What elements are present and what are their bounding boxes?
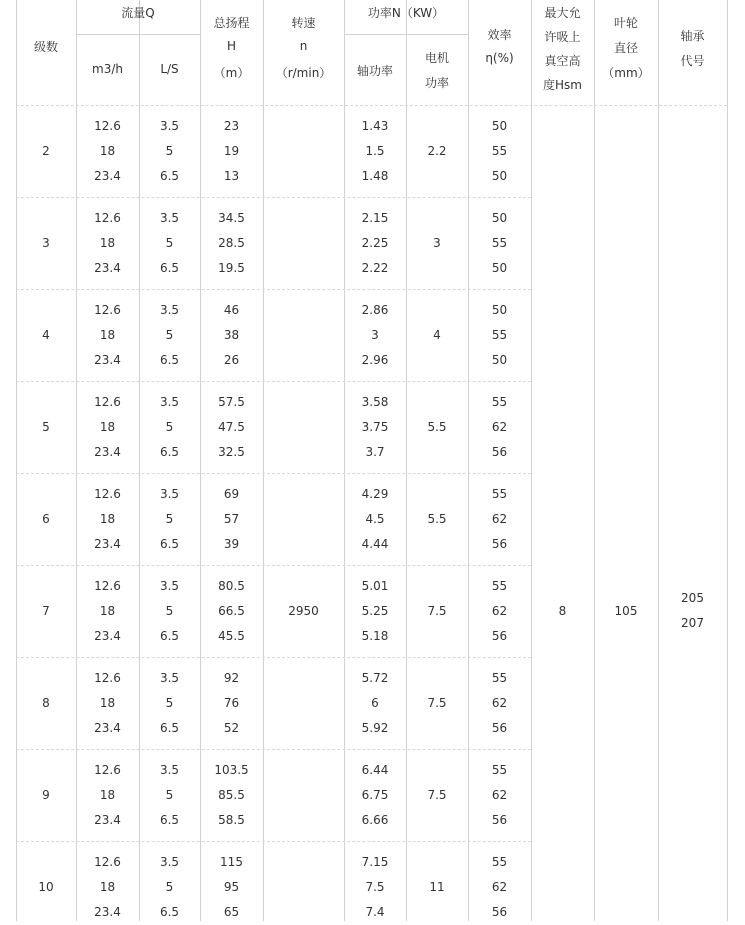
flow-ls-cell: 3.5 <box>159 487 180 501</box>
shaft-power-cell: 2.15 <box>361 211 389 225</box>
shaft-power-cell: 5.25 <box>361 604 389 618</box>
head-cell: 76 <box>223 696 240 710</box>
bearing-code-cell: 205 <box>681 591 704 605</box>
head-cell: 34.5 <box>218 211 245 225</box>
impeller-diameter-merged-cell: 105 <box>614 604 638 618</box>
shaft-power-cell: 4.29 <box>361 487 389 501</box>
col-line <box>658 0 659 921</box>
motor-power-cell: 7.5 <box>427 788 447 802</box>
header-speed-line3: （r/min） <box>275 66 332 80</box>
header-power: 功率N（KW） <box>367 6 445 20</box>
flow-ls-cell: 6.5 <box>159 445 180 459</box>
efficiency-cell: 55 <box>491 671 508 685</box>
motor-power-cell: 7.5 <box>427 604 447 618</box>
head-cell: 13 <box>223 169 240 183</box>
header-flow-ls: L/S <box>160 62 179 76</box>
efficiency-cell: 56 <box>491 905 508 919</box>
head-cell: 38 <box>223 328 240 342</box>
motor-power-cell: 3 <box>433 236 441 250</box>
flow-m3h-cell: 12.6 <box>94 119 121 133</box>
stage-cell: 3 <box>42 236 50 250</box>
efficiency-cell: 55 <box>491 236 508 250</box>
shaft-power-cell: 3.7 <box>365 445 385 459</box>
head-cell: 80.5 <box>218 579 245 593</box>
header-impeller-line1: 叶轮 <box>613 16 638 30</box>
flow-ls-cell: 6.5 <box>159 721 180 735</box>
flow-ls-cell: 6.5 <box>159 905 180 919</box>
head-cell: 95 <box>223 880 240 894</box>
flow-ls-cell: 3.5 <box>159 303 180 317</box>
col-line <box>727 0 728 921</box>
header-bearing-line1: 轴承 <box>680 29 705 43</box>
shaft-power-cell: 6.44 <box>361 763 389 777</box>
header-subline <box>76 34 200 35</box>
header-head-line3: （m） <box>213 66 250 80</box>
header-flow: 流量Q <box>121 6 155 20</box>
flow-ls-cell: 5 <box>165 788 174 802</box>
efficiency-cell: 62 <box>491 420 508 434</box>
head-cell: 19.5 <box>218 261 245 275</box>
efficiency-cell: 50 <box>491 353 508 367</box>
flow-ls-cell: 6.5 <box>159 629 180 643</box>
motor-power-cell: 5.5 <box>427 512 447 526</box>
flow-m3h-cell: 18 <box>99 788 116 802</box>
flow-ls-cell: 5 <box>165 604 174 618</box>
head-cell: 32.5 <box>218 445 245 459</box>
header-bottom-line <box>16 105 727 106</box>
flow-m3h-cell: 18 <box>99 144 116 158</box>
flow-ls-cell: 6.5 <box>159 813 180 827</box>
flow-ls-cell: 6.5 <box>159 261 180 275</box>
suction-height-merged-cell: 8 <box>558 604 567 618</box>
header-suction-line2: 许吸上 <box>544 30 581 44</box>
stage-cell: 2 <box>42 144 50 158</box>
motor-power-cell: 7.5 <box>427 696 447 710</box>
row-separator <box>16 289 531 290</box>
efficiency-cell: 62 <box>491 512 508 526</box>
head-cell: 58.5 <box>218 813 245 827</box>
head-cell: 57 <box>223 512 240 526</box>
shaft-power-cell: 3 <box>371 328 379 342</box>
shaft-power-cell: 5.18 <box>361 629 389 643</box>
shaft-power-cell: 4.44 <box>361 537 389 551</box>
header-motor-line1: 电机 <box>424 51 449 65</box>
head-cell: 19 <box>223 144 240 158</box>
flow-ls-cell: 5 <box>165 512 174 526</box>
shaft-power-cell: 1.5 <box>365 144 385 158</box>
header-suction-line1: 最大允 <box>544 6 581 20</box>
head-cell: 47.5 <box>218 420 245 434</box>
row-separator <box>16 657 531 658</box>
flow-ls-cell: 6.5 <box>159 353 180 367</box>
bearing-code-cell: 207 <box>681 616 704 630</box>
row-separator <box>16 381 531 382</box>
row-separator <box>16 565 531 566</box>
flow-m3h-cell: 18 <box>99 604 116 618</box>
efficiency-cell: 50 <box>491 261 508 275</box>
flow-m3h-cell: 23.4 <box>94 445 121 459</box>
col-line <box>263 0 264 921</box>
head-cell: 85.5 <box>218 788 245 802</box>
flow-m3h-cell: 18 <box>99 512 116 526</box>
flow-ls-cell: 3.5 <box>159 763 180 777</box>
flow-ls-cell: 3.5 <box>159 579 180 593</box>
flow-ls-cell: 3.5 <box>159 855 180 869</box>
header-speed-line2: n <box>299 39 308 53</box>
header-suction-line3: 真空高 <box>544 54 581 68</box>
header-flow-m3h: m3/h <box>92 62 123 76</box>
head-cell: 103.5 <box>214 763 249 777</box>
head-cell: 115 <box>220 855 243 869</box>
stage-cell: 10 <box>38 880 54 894</box>
shaft-power-cell: 7.4 <box>365 905 385 919</box>
efficiency-cell: 55 <box>491 855 508 869</box>
shaft-power-cell: 7.15 <box>361 855 389 869</box>
efficiency-cell: 55 <box>491 487 508 501</box>
flow-m3h-cell: 23.4 <box>94 905 121 919</box>
col-line <box>531 0 532 921</box>
head-cell: 69 <box>223 487 240 501</box>
efficiency-cell: 55 <box>491 328 508 342</box>
stage-cell: 7 <box>42 604 50 618</box>
flow-m3h-cell: 23.4 <box>94 721 121 735</box>
flow-m3h-cell: 12.6 <box>94 579 121 593</box>
stage-cell: 8 <box>42 696 50 710</box>
head-cell: 66.5 <box>218 604 245 618</box>
flow-m3h-cell: 12.6 <box>94 487 121 501</box>
stage-cell: 6 <box>42 512 50 526</box>
head-cell: 45.5 <box>218 629 245 643</box>
shaft-power-cell: 2.22 <box>361 261 389 275</box>
flow-m3h-cell: 23.4 <box>94 353 121 367</box>
flow-ls-cell: 6.5 <box>159 169 180 183</box>
head-cell: 57.5 <box>218 395 245 409</box>
efficiency-cell: 55 <box>491 763 508 777</box>
header-impeller-line3: （mm） <box>602 66 650 80</box>
head-cell: 39 <box>223 537 240 551</box>
speed-merged-cell: 2950 <box>288 604 319 618</box>
head-cell: 23 <box>223 119 240 133</box>
efficiency-cell: 50 <box>491 303 508 317</box>
efficiency-cell: 62 <box>491 788 508 802</box>
shaft-power-cell: 6 <box>371 696 379 710</box>
row-separator <box>16 749 531 750</box>
flow-m3h-cell: 12.6 <box>94 303 121 317</box>
header-speed-line1: 转速 <box>291 16 316 30</box>
efficiency-cell: 56 <box>491 721 508 735</box>
header-motor-line2: 功率 <box>424 76 449 90</box>
efficiency-cell: 62 <box>491 696 508 710</box>
flow-m3h-cell: 18 <box>99 236 116 250</box>
flow-m3h-cell: 12.6 <box>94 763 121 777</box>
header-eff-line1: 效率 <box>487 28 512 42</box>
efficiency-cell: 56 <box>491 813 508 827</box>
flow-m3h-cell: 23.4 <box>94 537 121 551</box>
shaft-power-cell: 5.72 <box>361 671 389 685</box>
header-eff-line2: η(%) <box>485 51 514 65</box>
shaft-power-cell: 2.25 <box>361 236 389 250</box>
efficiency-cell: 55 <box>491 395 508 409</box>
header-bearing-line2: 代号 <box>680 54 705 68</box>
head-cell: 52 <box>223 721 240 735</box>
flow-ls-cell: 6.5 <box>159 537 180 551</box>
flow-ls-cell: 5 <box>165 144 174 158</box>
motor-power-cell: 5.5 <box>427 420 447 434</box>
head-cell: 28.5 <box>218 236 245 250</box>
flow-ls-cell: 5 <box>165 880 174 894</box>
header-subline <box>344 34 468 35</box>
shaft-power-cell: 6.66 <box>361 813 389 827</box>
row-separator <box>16 473 531 474</box>
shaft-power-cell: 5.01 <box>361 579 389 593</box>
row-separator <box>16 841 531 842</box>
efficiency-cell: 50 <box>491 169 508 183</box>
efficiency-cell: 50 <box>491 211 508 225</box>
header-stages: 级数 <box>33 40 58 54</box>
efficiency-cell: 56 <box>491 445 508 459</box>
efficiency-cell: 62 <box>491 604 508 618</box>
flow-ls-cell: 3.5 <box>159 211 180 225</box>
shaft-power-cell: 2.96 <box>361 353 389 367</box>
shaft-power-cell: 2.86 <box>361 303 389 317</box>
shaft-power-cell: 1.43 <box>361 119 389 133</box>
flow-m3h-cell: 12.6 <box>94 211 121 225</box>
shaft-power-cell: 6.75 <box>361 788 389 802</box>
flow-m3h-cell: 12.6 <box>94 855 121 869</box>
flow-ls-cell: 5 <box>165 696 174 710</box>
efficiency-cell: 50 <box>491 119 508 133</box>
efficiency-cell: 62 <box>491 880 508 894</box>
flow-ls-cell: 3.5 <box>159 119 180 133</box>
shaft-power-cell: 7.5 <box>365 880 385 894</box>
flow-ls-cell: 3.5 <box>159 395 180 409</box>
flow-m3h-cell: 23.4 <box>94 629 121 643</box>
motor-power-cell: 11 <box>429 880 445 894</box>
shaft-power-cell: 5.92 <box>361 721 389 735</box>
flow-m3h-cell: 18 <box>99 880 116 894</box>
stage-cell: 9 <box>42 788 50 802</box>
header-suction-line4: 度Hsm <box>543 78 582 92</box>
flow-m3h-cell: 18 <box>99 420 116 434</box>
motor-power-cell: 2.2 <box>427 144 447 158</box>
shaft-power-cell: 3.75 <box>361 420 389 434</box>
row-separator <box>16 197 531 198</box>
flow-m3h-cell: 12.6 <box>94 671 121 685</box>
stage-cell: 4 <box>42 328 50 342</box>
efficiency-cell: 55 <box>491 144 508 158</box>
efficiency-cell: 56 <box>491 537 508 551</box>
flow-m3h-cell: 18 <box>99 696 116 710</box>
shaft-power-cell: 3.58 <box>361 395 389 409</box>
flow-m3h-cell: 12.6 <box>94 395 121 409</box>
head-cell: 46 <box>223 303 240 317</box>
efficiency-cell: 55 <box>491 579 508 593</box>
flow-ls-cell: 5 <box>165 420 174 434</box>
head-cell: 26 <box>223 353 240 367</box>
header-impeller-line2: 直径 <box>613 41 638 55</box>
col-line <box>594 0 595 921</box>
flow-ls-cell: 3.5 <box>159 671 180 685</box>
flow-ls-cell: 5 <box>165 328 174 342</box>
head-cell: 92 <box>223 671 240 685</box>
flow-ls-cell: 5 <box>165 236 174 250</box>
shaft-power-cell: 4.5 <box>365 512 385 526</box>
flow-m3h-cell: 18 <box>99 328 116 342</box>
flow-m3h-cell: 23.4 <box>94 813 121 827</box>
header-head-line1: 总扬程 <box>213 16 250 30</box>
flow-m3h-cell: 23.4 <box>94 169 121 183</box>
header-shaft-power: 轴功率 <box>356 64 393 78</box>
header-head-line2: H <box>226 39 237 53</box>
efficiency-cell: 56 <box>491 629 508 643</box>
shaft-power-cell: 1.48 <box>361 169 389 183</box>
flow-m3h-cell: 23.4 <box>94 261 121 275</box>
head-cell: 65 <box>223 905 240 919</box>
stage-cell: 5 <box>42 420 50 434</box>
motor-power-cell: 4 <box>433 328 441 342</box>
